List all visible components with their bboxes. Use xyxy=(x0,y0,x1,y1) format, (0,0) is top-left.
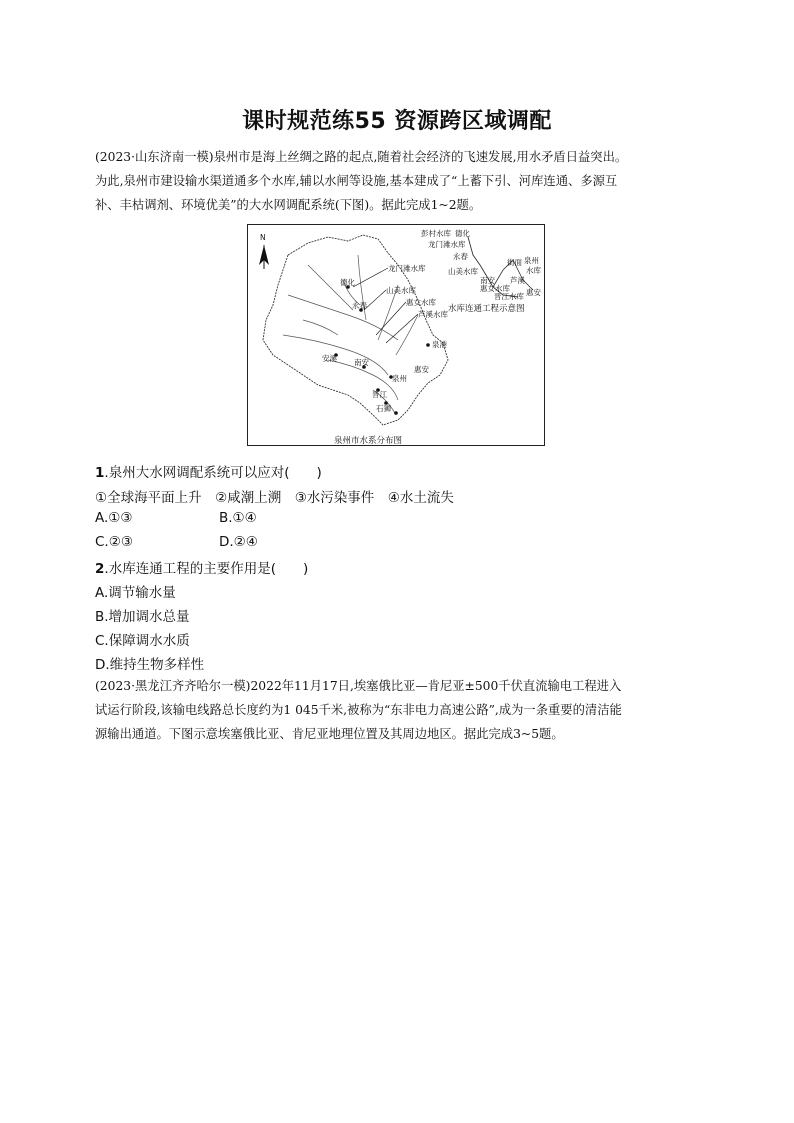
inset-caption: 水库连通工程示意图 xyxy=(448,304,525,314)
label-dehua: 德化 xyxy=(340,278,355,287)
map-caption: 泉州市水系分布图 xyxy=(334,436,403,446)
question-2-text: .水库连通工程的主要作用是( ) xyxy=(104,561,309,577)
page-title: 课时规范练55 资源跨区域调配 xyxy=(242,109,552,134)
inset-yongchun: 永春 xyxy=(453,252,468,261)
question-1-option-d[interactable]: D.②④ xyxy=(219,534,258,550)
inset-jinjiang: 晋江水库 xyxy=(494,292,524,301)
inset-quanzhou: 泉州 xyxy=(524,256,539,265)
label-huinv: 惠女水库 xyxy=(406,298,436,307)
question-1-number: 1 xyxy=(95,465,105,481)
passage-1-line: 为此,泉州市建设输水渠道通多个水库,辅以水闸等设施,基本建成了“上蓄下引、河库连通、多源互 xyxy=(95,174,618,188)
north-arrow-icon xyxy=(259,245,269,269)
passage-1-line: 补、丰枯调剂、环境优美”的大水网调配系统(下图)。据此完成1~2题。 xyxy=(95,198,482,212)
label-shishi: 石狮 xyxy=(376,404,391,413)
question-1-items: ①全球海平面上升 ②咸潮上溯 ③水污染事件 ④水土流失 xyxy=(95,490,454,506)
inset-huian: 惠安 xyxy=(526,288,541,297)
passage-2 xyxy=(95,674,697,746)
question-2-option-a[interactable]: A.调节输水量 xyxy=(95,585,176,601)
label-longmentan: 龙门滩水库 xyxy=(388,264,426,273)
passage-2-line: 源输出通道。下图示意埃塞俄比亚、肯尼亚地理位置及其周边地区。据此完成3~5题。 xyxy=(95,727,564,741)
inset-huinv: 惠女水库 xyxy=(480,284,510,293)
north-label: N xyxy=(260,233,266,242)
inset-jiemei: 街面 xyxy=(507,258,522,267)
inset-schematic xyxy=(421,228,541,314)
question-1-option-b[interactable]: B.①④ xyxy=(219,510,257,526)
inset-shuiku: 水库 xyxy=(526,266,541,275)
label-quangang: 泉港 xyxy=(432,340,447,349)
question-2-option-b[interactable]: B.增加调水总量 xyxy=(95,609,190,625)
passage-1 xyxy=(95,145,697,217)
label-luxi: 芦溪水库 xyxy=(418,310,448,319)
inset-luxi: 芦溪 xyxy=(510,276,525,285)
question-2-number: 2 xyxy=(95,561,105,577)
inset-nanan: 南安 xyxy=(480,276,495,285)
quanzhou-water-map xyxy=(247,224,545,446)
label-quanzhou: 泉州 xyxy=(392,374,407,383)
question-1-option-a[interactable]: A.①③ xyxy=(95,510,133,526)
question-2-stem xyxy=(95,557,308,577)
label-huian: 惠安 xyxy=(414,365,429,374)
label-anxi: 安溪 xyxy=(322,354,337,363)
question-2-option-d[interactable]: D.维持生物多样性 xyxy=(95,657,205,673)
passage-2-line: (2023·黑龙江齐齐哈尔一模)2022年11月17日,埃塞俄比亚—肯尼亚±500千伏直流输电工程进入 xyxy=(95,679,622,693)
label-jinjiang: 晋江 xyxy=(372,390,387,399)
passage-2-line: 试运行阶段,该输电线路总长度约为1 045千米,被称为“东非电力高速公路”,成为一条重要的清洁能 xyxy=(95,703,622,717)
inset-dehua: 德化 xyxy=(455,229,470,238)
label-nanan: 南安 xyxy=(354,358,369,367)
inset-peiqi: 彭村水库 xyxy=(421,229,451,238)
passage-1-line: (2023·山东济南一模)泉州市是海上丝绸之路的起点,随着社会经济的飞速发展,用水矛盾日益突出。 xyxy=(95,150,628,164)
question-1-stem xyxy=(95,461,322,481)
question-1-text: .泉州大水网调配系统可以应对( ) xyxy=(104,465,322,481)
inset-longmentan: 龙门滩水库 xyxy=(428,240,466,249)
inset-shanmei: 山美水库 xyxy=(448,267,478,276)
question-2-option-c[interactable]: C.保障调水水质 xyxy=(95,633,190,649)
label-shanmei: 山美水库 xyxy=(386,286,416,295)
label-yongchun: 永春 xyxy=(352,301,367,310)
question-1-option-c[interactable]: C.②③ xyxy=(95,534,133,550)
map-drawing xyxy=(248,225,546,447)
